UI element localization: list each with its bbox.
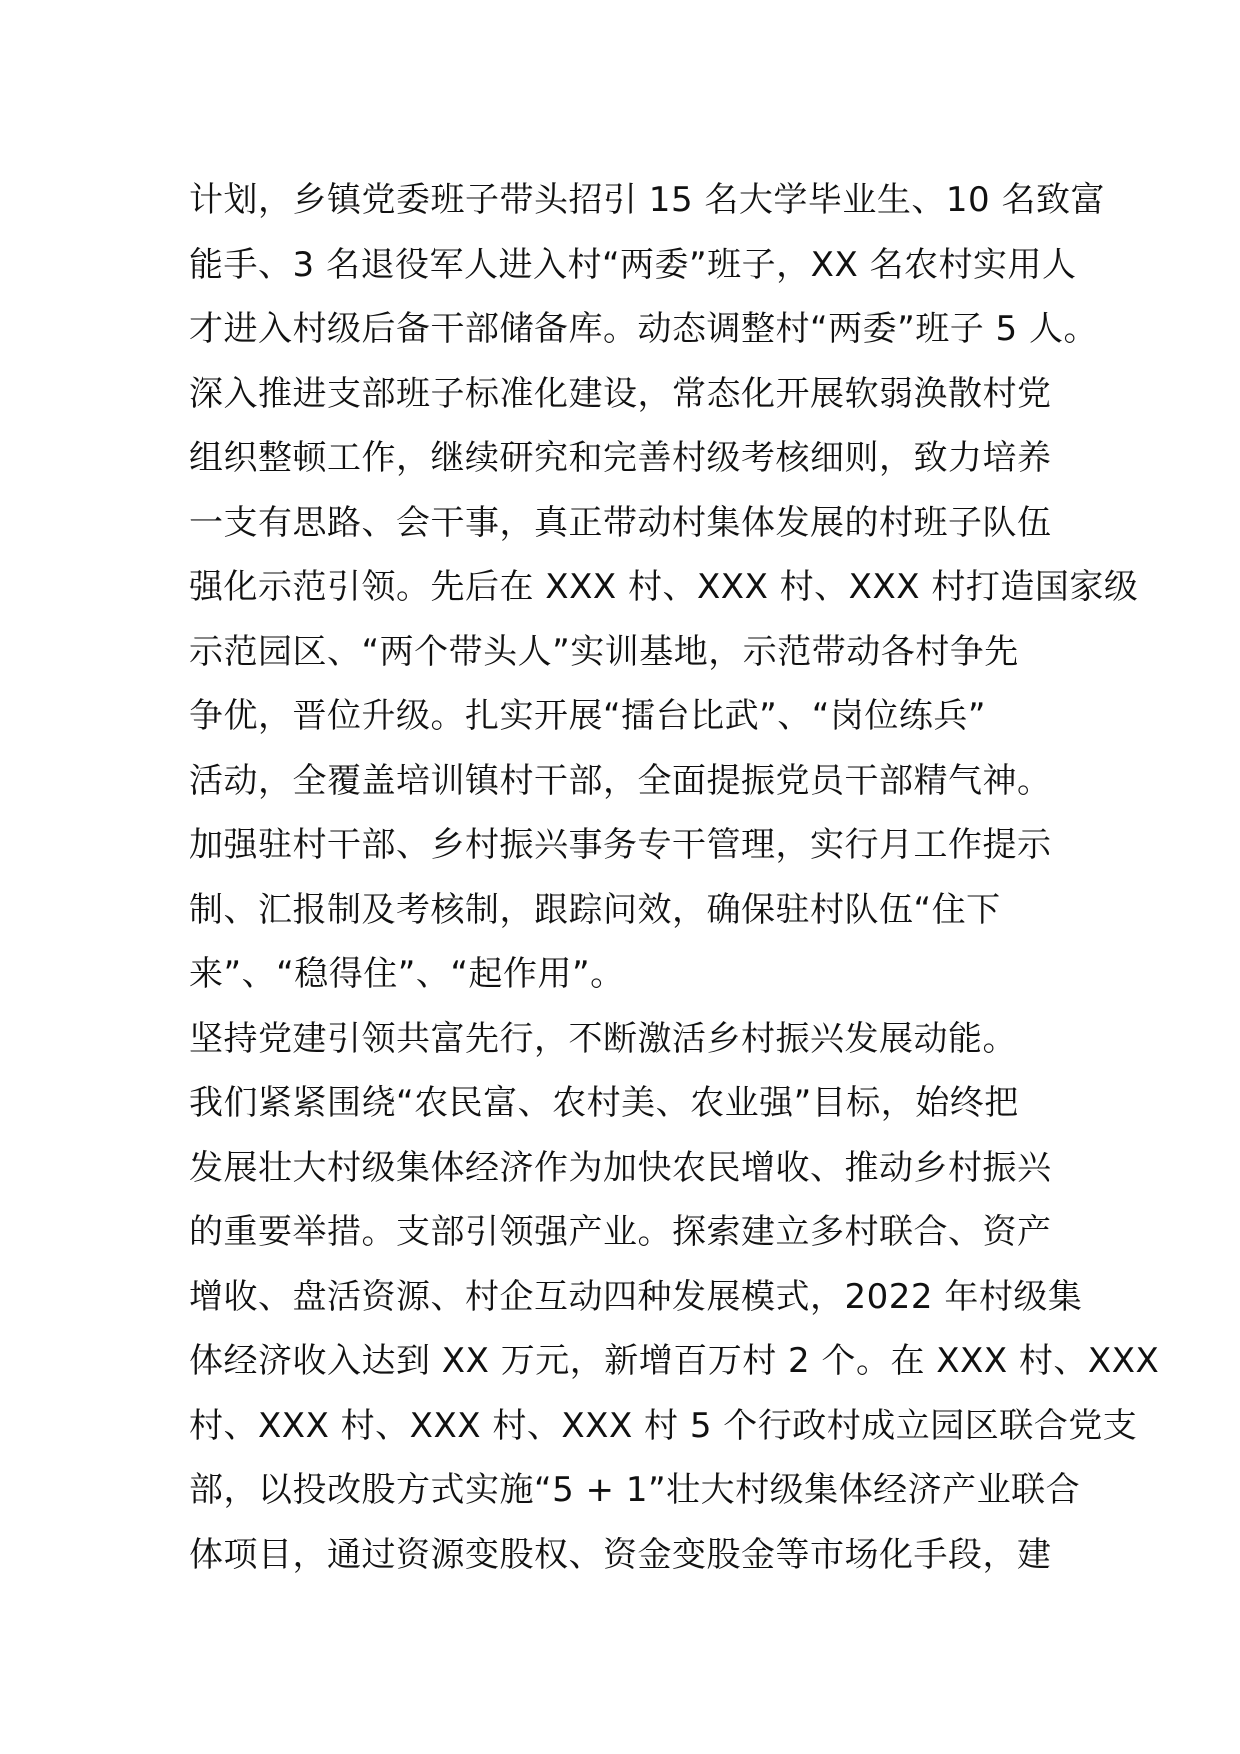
- text-line: 发展壮大村级集体经济作为加快农民增收、推动乡村振兴: [189, 1147, 1052, 1188]
- text-line: 增收、盘活资源、村企互动四种发展模式，2022 年村级集: [189, 1276, 1083, 1317]
- text-line: 制、汇报制及考核制，跟踪问效，确保驻村队伍“住下: [189, 889, 1001, 930]
- text-line: 的重要举措。支部引领强产业。探索建立多村联合、资产: [189, 1212, 1052, 1252]
- text-line: 一支有思路、会干事，真正带动村集体发展的村班子队伍: [189, 502, 1052, 543]
- text-line: 体经济收入达到 XX 万元，新增百万村 2 个。在 XXX 村、XXX: [189, 1341, 1160, 1381]
- text-line: 加强驻村干部、乡村振兴事务专干管理，实行月工作提示: [189, 825, 1052, 865]
- text-line: 能手、3 名退役军人进入村“两委”班子，XX 名农村实用人: [189, 244, 1077, 285]
- text-line: 活动，全覆盖培训镇村干部，全面提振党员干部精气神。: [189, 760, 1052, 801]
- body-text: [189, 168, 1160, 1587]
- text-line: 我们紧紧围绕“农民富、农村美、农业强”目标，始终把: [189, 1083, 1019, 1123]
- text-line: 示范园区、“两个带头人”实训基地，示范带动各村争先: [189, 631, 1019, 672]
- text-line: 部，以投改股方式实施“5 + 1”壮大村级集体经济产业联合: [189, 1470, 1081, 1510]
- text-line: 组织整顿工作，继续研究和完善村级考核细则，致力培养: [189, 438, 1052, 478]
- text-line: 来”、“稳得住”、“起作用”。: [189, 954, 625, 994]
- text-line: 深入推进支部班子标准化建设，常态化开展软弱涣散村党: [189, 373, 1052, 414]
- text-line: 才进入村级后备干部储备库。动态调整村“两委”班子 5 人。: [189, 309, 1098, 349]
- text-line: 村、XXX 村、XXX 村、XXX 村 5 个行政村成立园区联合党支: [189, 1405, 1138, 1446]
- text-line: 坚持党建引领共富先行，不断激活乡村振兴发展动能。: [189, 1018, 1017, 1059]
- text-line: 体项目，通过资源变股权、资金变股金等市场化手段，建: [189, 1534, 1052, 1575]
- text-line: 计划，乡镇党委班子带头招引 15 名大学毕业生、10 名致富: [189, 180, 1105, 220]
- text-line: 争优，晋位升级。扎实开展“擂台比武”、“岗位练兵”: [189, 696, 986, 736]
- text-line: 强化示范引领。先后在 XXX 村、XXX 村、XXX 村打造国家级: [189, 567, 1139, 607]
